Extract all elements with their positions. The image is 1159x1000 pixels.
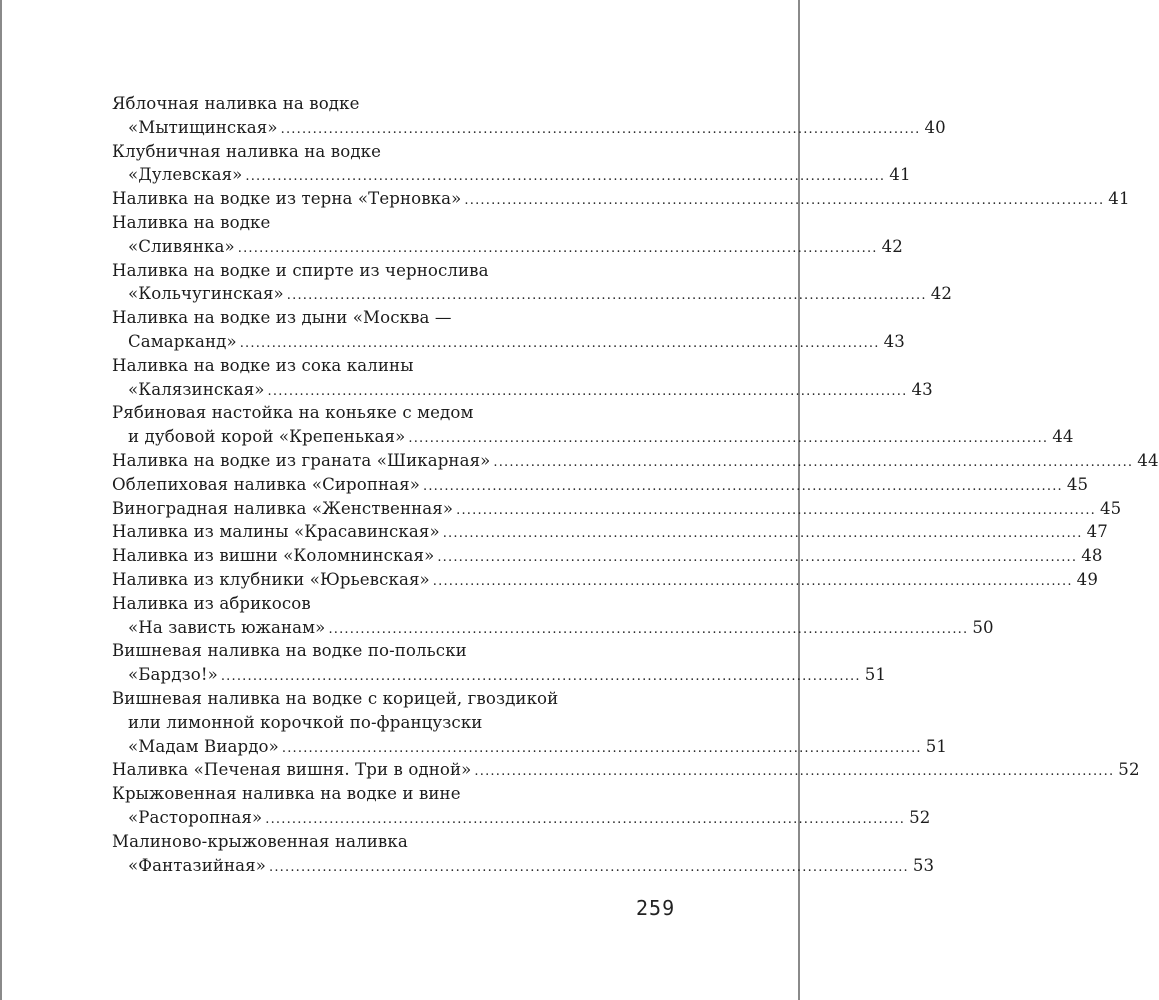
toc-entry-title: «Бардзо!» (128, 665, 218, 685)
dot-leader: ........................................................................................................................ (220, 669, 861, 685)
toc-entry-title: Наливка «Печеная вишня. Три в одной» (112, 760, 472, 780)
toc-page-number: 41 (889, 165, 911, 185)
page-number: 259 (636, 896, 676, 920)
toc-entry (112, 187, 1130, 211)
toc-entry-title: «Калязинская» (128, 379, 265, 399)
toc-page-number: 45 (1066, 474, 1089, 494)
dot-leader: ........................................................................................................................ (328, 621, 969, 637)
toc-entry-title-line: Наливка на водке из сока калины (112, 355, 414, 375)
toc-entry-title: Наливка на водке из терна «Терновка» (112, 189, 462, 209)
dot-leader: ........................................................................................................................ (269, 859, 909, 875)
toc-entry-title-line: Крыжовенная наливка на водке и вине (112, 784, 461, 804)
toc-entry-title: Виноградная наливка «Женственная» (112, 498, 454, 518)
toc-entry-last-line (112, 449, 1159, 473)
toc-entry-title: «Мытищинская» (128, 117, 278, 137)
dot-leader: ........................................................................................................................ (267, 383, 908, 399)
toc-entry-title: «Дулевская» (128, 165, 243, 185)
dot-leader: ........................................................................................................................ (456, 502, 1096, 518)
toc-entry (112, 568, 1098, 592)
toc-entry (112, 544, 1103, 568)
toc-entry-title-line: Вишневая наливка на водке по-польски (112, 641, 467, 661)
toc-entry-last-line (112, 497, 1122, 521)
toc-entry-title-line: Наливка из абрикосов (112, 593, 311, 613)
toc-entry-title-line: Наливка на водке и спирте из чернослива (112, 260, 489, 280)
dot-leader: ........................................................................................................................ (408, 431, 1049, 447)
dot-leader: ........................................................................................................................ (265, 811, 906, 827)
toc-entry-title: Наливка из малины «Красавинская» (112, 522, 440, 542)
toc-entry-title: Самарканд» (128, 331, 237, 351)
toc-page-number: 48 (1081, 546, 1103, 566)
toc-entry-title: Наливка из вишни «Коломнинская» (112, 546, 435, 566)
toc-entry-title: «Сливянка» (128, 236, 235, 256)
toc-entry-last-line (112, 425, 1074, 449)
toc-entry (112, 520, 1108, 544)
toc-entry-title: «Фантазийная» (128, 855, 266, 875)
toc-entry (112, 401, 1074, 449)
toc-entry-title: и дубовой корой «Крепенькая» (128, 427, 406, 447)
dot-leader: ........................................................................................................................ (437, 550, 1078, 566)
dot-leader: ........................................................................................................................ (245, 169, 886, 185)
toc-entry-title: «Кольчугинская» (128, 284, 284, 304)
toc-entry-last-line (112, 282, 953, 306)
toc-page-number: 45 (1100, 498, 1122, 518)
toc-entry (112, 639, 887, 687)
toc-entry-title-line: Яблочная наливка на водке (112, 94, 360, 113)
toc-page-number: 42 (930, 284, 953, 304)
toc-entry-last-line (112, 378, 933, 402)
toc-entry (112, 687, 948, 758)
toc-entry-last-line (112, 473, 1089, 497)
toc-entry-title-line: Наливка на водке из дыни «Москва — (112, 308, 452, 328)
dot-leader: ........................................................................................................................ (280, 121, 921, 137)
toc-entry-last-line (112, 116, 946, 140)
toc-entry (112, 497, 1122, 521)
toc-entry (112, 140, 911, 188)
toc-entry (112, 92, 946, 140)
toc-page-number: 52 (1118, 760, 1140, 780)
toc-page-number: 53 (912, 855, 935, 875)
toc-entry-last-line (112, 163, 911, 187)
dot-leader: ........................................................................................................................ (474, 764, 1115, 780)
toc-page-number: 44 (1137, 450, 1159, 470)
dot-leader: ........................................................................................................................ (432, 573, 1073, 589)
toc-entry-last-line (112, 568, 1098, 592)
dot-leader: ........................................................................................................................ (423, 478, 1063, 494)
toc-entry-last-line (112, 663, 887, 687)
toc-entry (112, 306, 905, 354)
table-of-contents (112, 92, 1159, 877)
toc-entry-last-line (112, 616, 994, 640)
dot-leader: ........................................................................................................................ (239, 335, 880, 351)
toc-entry-title-line: Клубничная наливка на водке (112, 141, 382, 161)
toc-page-number: 49 (1076, 569, 1098, 589)
toc-entry-last-line (112, 187, 1130, 211)
toc-entry-title: «Мадам Виардо» (128, 736, 279, 756)
dot-leader: ........................................................................................................................ (237, 240, 878, 256)
toc-entry-last-line (112, 735, 948, 759)
toc-entry-last-line (112, 806, 931, 830)
toc-entry-last-line (112, 544, 1103, 568)
dot-leader: ........................................................................................................................ (281, 740, 922, 756)
toc-entry (112, 592, 994, 640)
page-edge-left (0, 0, 2, 1000)
toc-entry (112, 758, 1140, 782)
toc-entry (112, 830, 935, 878)
toc-entry-title-line: Наливка на водке (112, 212, 271, 232)
toc-entry (112, 449, 1159, 473)
dot-leader: ........................................................................................................................ (464, 193, 1105, 209)
toc-page-number: 51 (864, 665, 887, 685)
toc-entry-title-line: Малиново-крыжовенная наливка (112, 831, 408, 851)
toc-page-number: 47 (1086, 522, 1108, 542)
toc-entry-title: Облепиховая наливка «Сиропная» (112, 474, 420, 494)
dot-leader: ........................................................................................................................ (493, 454, 1134, 470)
toc-entry (112, 259, 953, 307)
toc-page-number: 42 (881, 236, 903, 256)
toc-page-number: 43 (883, 331, 905, 351)
toc-entry-title: Наливка на водке из граната «Шикарная» (112, 450, 491, 470)
toc-page-number: 41 (1108, 189, 1130, 209)
toc-entry-last-line (112, 235, 903, 259)
toc-entry-title-line: Вишневая наливка на водке с корицей, гвоздикой (112, 688, 559, 708)
toc-entry (112, 211, 903, 259)
toc-page-number: 44 (1052, 427, 1074, 447)
toc-page-number: 52 (909, 807, 931, 827)
toc-page-number: 51 (925, 736, 948, 756)
toc-page-number: 40 (924, 117, 946, 137)
toc-entry (112, 354, 933, 402)
toc-entry (112, 473, 1089, 497)
toc-entry-title-line: или лимонной корочкой по-французски (128, 712, 483, 732)
dot-leader: ........................................................................................................................ (286, 288, 927, 304)
toc-entry-title: «На зависть южанам» (128, 617, 326, 637)
toc-entry-title-line: Рябиновая настойка на коньяке с медом (112, 403, 474, 423)
dot-leader: ........................................................................................................................ (442, 526, 1083, 542)
toc-page-number: 50 (972, 617, 994, 637)
toc-entry-title: Наливка из клубники «Юрьевская» (112, 569, 430, 589)
toc-entry-last-line (112, 758, 1140, 782)
toc-entry-title: «Расторопная» (128, 807, 263, 827)
toc-page-number: 43 (911, 379, 933, 399)
toc-entry (112, 782, 931, 830)
toc-entry-last-line (112, 520, 1108, 544)
toc-entry-last-line (112, 330, 905, 354)
toc-entry-last-line (112, 854, 935, 878)
